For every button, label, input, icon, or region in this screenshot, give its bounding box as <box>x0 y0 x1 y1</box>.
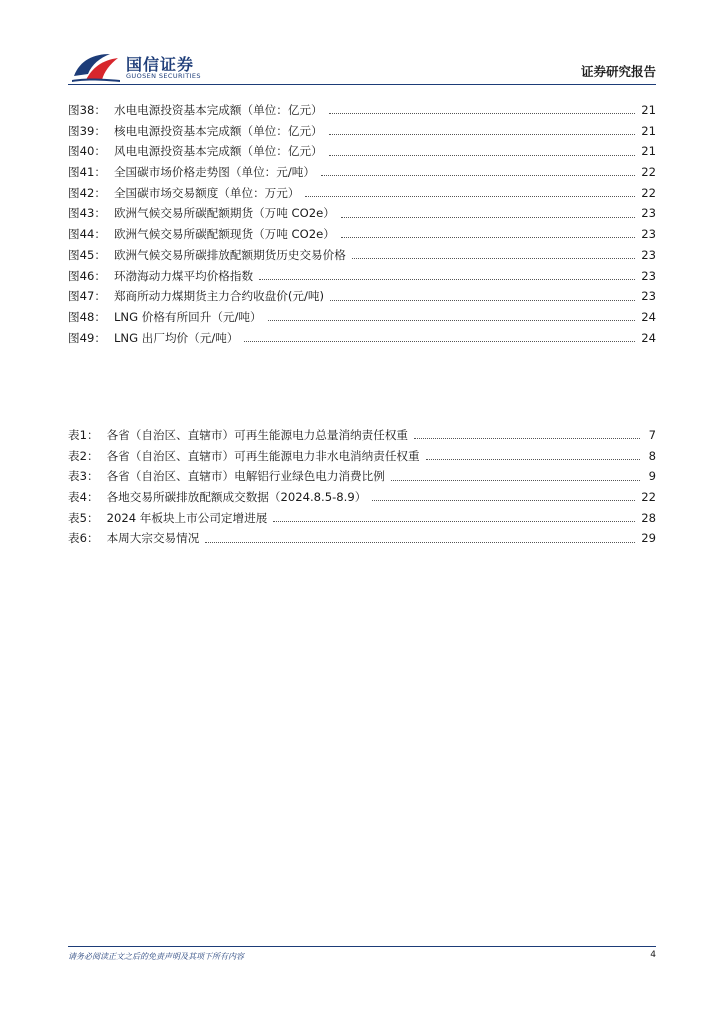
toc-page-number: 24 <box>641 309 656 324</box>
toc-label: 表6： <box>68 531 99 546</box>
toc-page-number: 21 <box>641 123 656 138</box>
toc-title: 全国碳市场交易额度（单位：万元） <box>113 185 300 200</box>
dot-leader <box>205 541 635 543</box>
guosen-logo-icon <box>70 50 122 84</box>
toc-title: LNG 价格有所回升（元/吨） <box>113 309 262 324</box>
dot-leader <box>330 299 635 301</box>
toc-title: 各省（自治区、直辖市）电解铝行业绿色电力消费比例 <box>106 469 385 484</box>
toc-title: 各地交易所碳排放配额成交数据（2024.8.5-8.9） <box>106 490 367 505</box>
toc-entry-figure-48[interactable] <box>68 307 656 328</box>
toc-title: 全国碳市场价格走势图（单位：元/吨） <box>113 165 315 180</box>
toc-page-number: 28 <box>641 510 656 525</box>
toc-title: 各省（自治区、直辖市）可再生能源电力总量消纳责任权重 <box>106 428 409 442</box>
dot-leader <box>372 499 635 501</box>
toc-page-number: 23 <box>641 247 656 262</box>
toc-page-number: 8 <box>648 448 656 463</box>
toc-title: 本周大宗交易情况 <box>106 531 200 546</box>
toc-entry-table-3[interactable] <box>68 466 656 487</box>
disclaimer-note: 请务必阅读正文之后的免责声明及其项下所有内容 <box>68 952 244 961</box>
footer-divider <box>68 946 656 947</box>
guosen-logo <box>70 50 210 84</box>
toc-entry-figure-42[interactable] <box>68 183 656 204</box>
toc-entry-figure-47[interactable] <box>68 286 656 307</box>
dot-leader <box>414 437 640 439</box>
dot-leader <box>273 520 635 522</box>
toc-page-number: 24 <box>641 330 656 345</box>
dot-leader <box>305 195 635 197</box>
toc-label: 图38： <box>68 103 106 117</box>
dot-leader <box>244 340 635 342</box>
toc-page-number: 21 <box>641 103 656 117</box>
dot-leader <box>341 236 635 238</box>
toc-title: 水电电源投资基本完成额（单位：亿元） <box>113 103 323 117</box>
toc-title: 核电电源投资基本完成额（单位：亿元） <box>113 123 323 138</box>
toc-title: 欧洲气候交易所碳配额期货（万吨 CO2e） <box>113 206 335 221</box>
toc-label: 图43： <box>68 206 106 221</box>
toc-title: LNG 出厂均价（元/吨） <box>113 330 239 345</box>
dot-leader <box>391 479 640 481</box>
toc-label: 图48： <box>68 309 106 324</box>
toc-label: 图47： <box>68 289 106 304</box>
toc-label: 图42： <box>68 185 106 200</box>
toc-entry-figure-49[interactable] <box>68 328 656 349</box>
toc-page-number: 23 <box>641 206 656 221</box>
toc-title: 欧洲气候交易所碳配额现货（万吨 CO2e） <box>113 227 335 242</box>
toc-entry-table-2[interactable] <box>68 446 656 467</box>
report-type: 证券研究报告 <box>580 64 656 79</box>
toc-label: 表2： <box>68 448 99 463</box>
brand-name-en: GUOSEN SECURITIES <box>126 72 201 80</box>
toc-entry-table-1[interactable] <box>68 425 656 446</box>
toc-page-number: 29 <box>641 531 656 546</box>
toc-title: 郑商所动力煤期货主力合约收盘价(元/吨) <box>113 289 325 304</box>
toc-title: 2024 年板块上市公司定增进展 <box>106 510 268 525</box>
toc-label: 表1： <box>68 428 99 442</box>
toc-label: 图46： <box>68 268 106 283</box>
dot-leader <box>426 458 640 460</box>
toc-page-number: 22 <box>641 165 656 180</box>
toc-label: 表4： <box>68 490 99 505</box>
toc-label: 表5： <box>68 510 99 525</box>
toc-entry-figure-38[interactable] <box>68 100 656 121</box>
toc-title: 各省（自治区、直辖市）可再生能源电力非水电消纳责任权重 <box>106 448 420 463</box>
dot-leader <box>329 112 636 114</box>
header-divider <box>68 84 656 85</box>
toc-entry-table-6[interactable] <box>68 528 656 549</box>
toc-page-number: 23 <box>641 227 656 242</box>
toc-entry-table-5[interactable] <box>68 508 656 529</box>
dot-leader <box>329 133 636 135</box>
page-header <box>0 0 724 84</box>
toc-label: 表3： <box>68 469 99 484</box>
toc-page-number: 23 <box>641 268 656 283</box>
toc-page-number: 23 <box>641 289 656 304</box>
toc-label: 图40： <box>68 144 106 159</box>
toc-label: 图45： <box>68 247 106 262</box>
page-number: 4 <box>650 950 656 960</box>
toc-page-number: 22 <box>641 490 656 505</box>
toc-label: 图41： <box>68 165 106 180</box>
dot-leader <box>321 174 635 176</box>
toc-entry-table-4[interactable] <box>68 487 656 508</box>
figure-list <box>68 100 656 348</box>
toc-entry-figure-40[interactable] <box>68 141 656 162</box>
dot-leader <box>329 154 636 156</box>
dot-leader <box>259 278 635 280</box>
toc-entry-figure-46[interactable] <box>68 266 656 287</box>
table-list <box>68 425 656 549</box>
toc-title: 环渤海动力煤平均价格指数 <box>113 268 254 283</box>
toc-entry-figure-45[interactable] <box>68 245 656 266</box>
toc-entry-figure-44[interactable] <box>68 224 656 245</box>
toc-page-number: 22 <box>641 185 656 200</box>
toc-title: 风电电源投资基本完成额（单位：亿元） <box>113 144 323 159</box>
dot-leader <box>268 319 636 321</box>
dot-leader <box>352 257 635 259</box>
toc-title: 欧洲气候交易所碳排放配额期货历史交易价格 <box>113 247 346 262</box>
toc-label: 图39： <box>68 123 106 138</box>
toc-entry-figure-43[interactable] <box>68 203 656 224</box>
toc-page-number: 7 <box>648 428 656 442</box>
dot-leader <box>341 216 635 218</box>
brand-name-cn: 国信证券 <box>126 55 195 74</box>
toc-label: 图49： <box>68 330 106 345</box>
toc-label: 图44： <box>68 227 106 242</box>
toc-page-number: 21 <box>641 144 656 159</box>
toc-entry-figure-39[interactable] <box>68 121 656 142</box>
toc-entry-figure-41[interactable] <box>68 162 656 183</box>
toc-page-number: 9 <box>648 469 656 484</box>
